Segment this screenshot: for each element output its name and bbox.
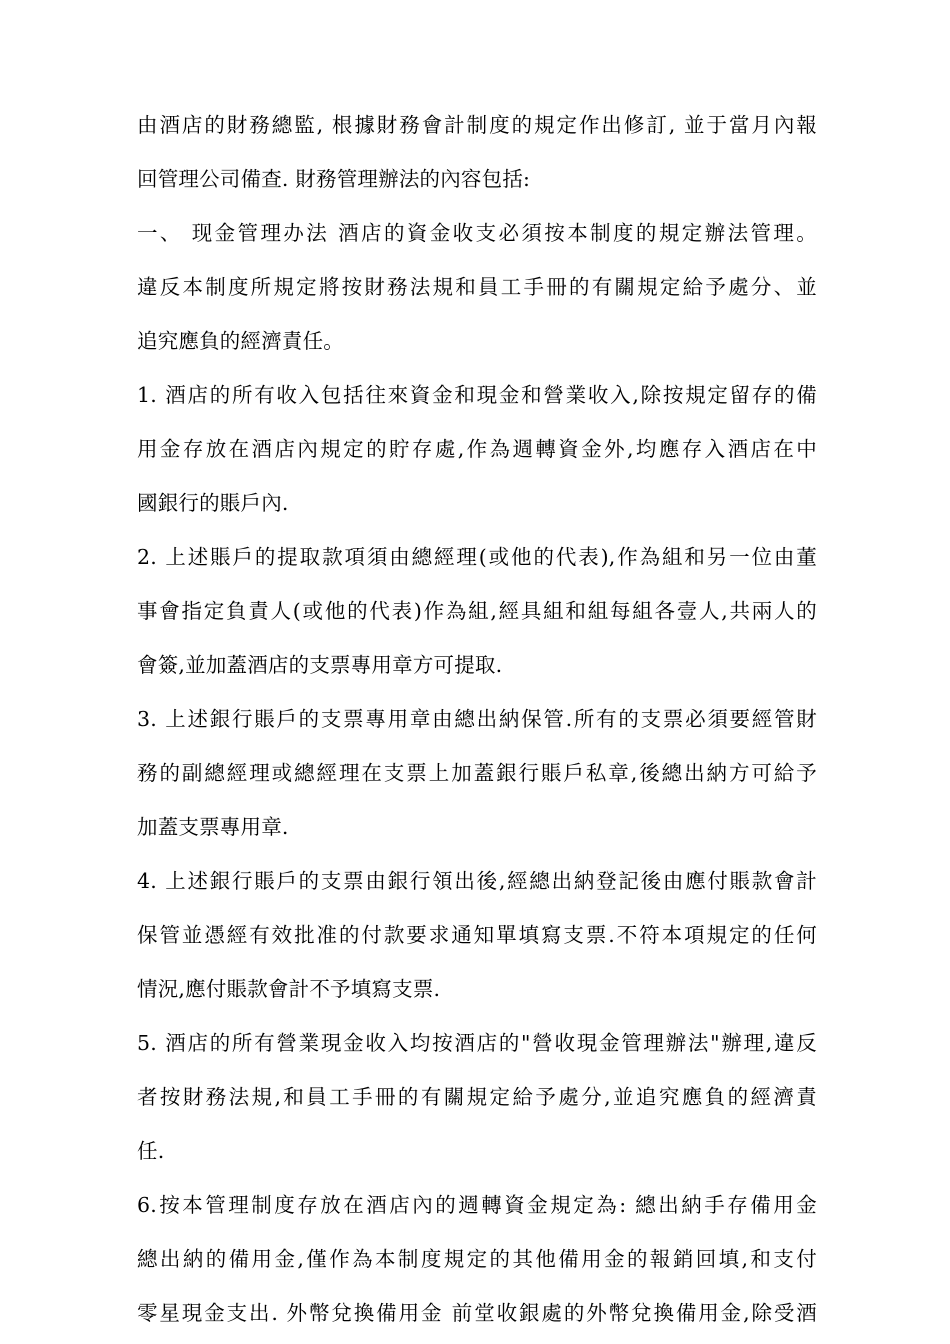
text-line-2: 回管理公司備查. 財務管理辦法的內容包括: — [137, 167, 531, 191]
item-5-line-3: 任. — [137, 1139, 165, 1163]
item-6-line-2: 總出納的備用金,僅作為本制度規定的其他備用金的報銷回填,和支付 — [137, 1247, 817, 1271]
item-6-line-3: 零星現金支出. 外幣兌換備用金 前堂收銀處的外幣兌換備用金,除受酒 — [137, 1301, 817, 1325]
item-5-line-2: 者按財務法規,和員工手冊的有關規定給予處分,並追究應負的經濟責 — [137, 1085, 817, 1109]
item-6-line-1: 6.按本管理制度存放在酒店內的週轉資金規定為: 總出納手存備用金 — [137, 1193, 817, 1217]
item-4-line-1: 4. 上述銀行賬戶的支票由銀行領出後,經總出納登記後由應付賬款會計 — [137, 869, 817, 893]
text-line-5: 追究應負的經濟責任。 — [137, 329, 344, 353]
text-line-1: 由酒店的財務總監, 根據財務會計制度的規定作出修訂, 並于當月內報 — [137, 113, 817, 137]
section-heading-cash-management: 一、 现金管理办法 酒店的資金收支必須按本制度的規定辦法管理。 — [137, 221, 817, 245]
item-3-line-2: 務的副總經理或總經理在支票上加蓋銀行賬戶私章,後總出納方可給予 — [137, 761, 817, 785]
item-1-line-3: 國銀行的賬戶內. — [137, 491, 289, 515]
item-1-line-2: 用金存放在酒店內規定的貯存處,作為週轉資金外,均應存入酒店在中 — [137, 437, 817, 461]
item-2-line-2: 事會指定負責人(或他的代表)作為組,經具組和組每組各壹人,共兩人的 — [137, 599, 817, 623]
item-4-line-3: 情況,應付賬款會計不予填寫支票. — [137, 977, 441, 1001]
item-2-line-1: 2. 上述賬戶的提取款項須由總經理(或他的代表),作為組和另一位由董 — [137, 545, 817, 569]
document-body — [137, 98, 817, 1340]
item-4-line-2: 保管並憑經有效批准的付款要求通知單填寫支票.不符本項規定的任何 — [137, 923, 817, 947]
item-5-line-1: 5. 酒店的所有營業現金收入均按酒店的"營收現金管理辦法"辦理,違反 — [137, 1031, 817, 1055]
item-2-line-3: 會簽,並加蓋酒店的支票專用章方可提取. — [137, 653, 503, 677]
item-1-line-1: 1. 酒店的所有收入包括往來資金和現金和營業收入,除按規定留存的備 — [137, 383, 817, 407]
item-3-line-1: 3. 上述銀行賬戶的支票專用章由總出納保管.所有的支票必須要經管財 — [137, 707, 817, 731]
item-3-line-3: 加蓋支票專用章. — [137, 815, 289, 839]
text-line-4: 違反本制度所規定將按財務法規和員工手冊的有關規定給予處分、並 — [137, 275, 817, 299]
